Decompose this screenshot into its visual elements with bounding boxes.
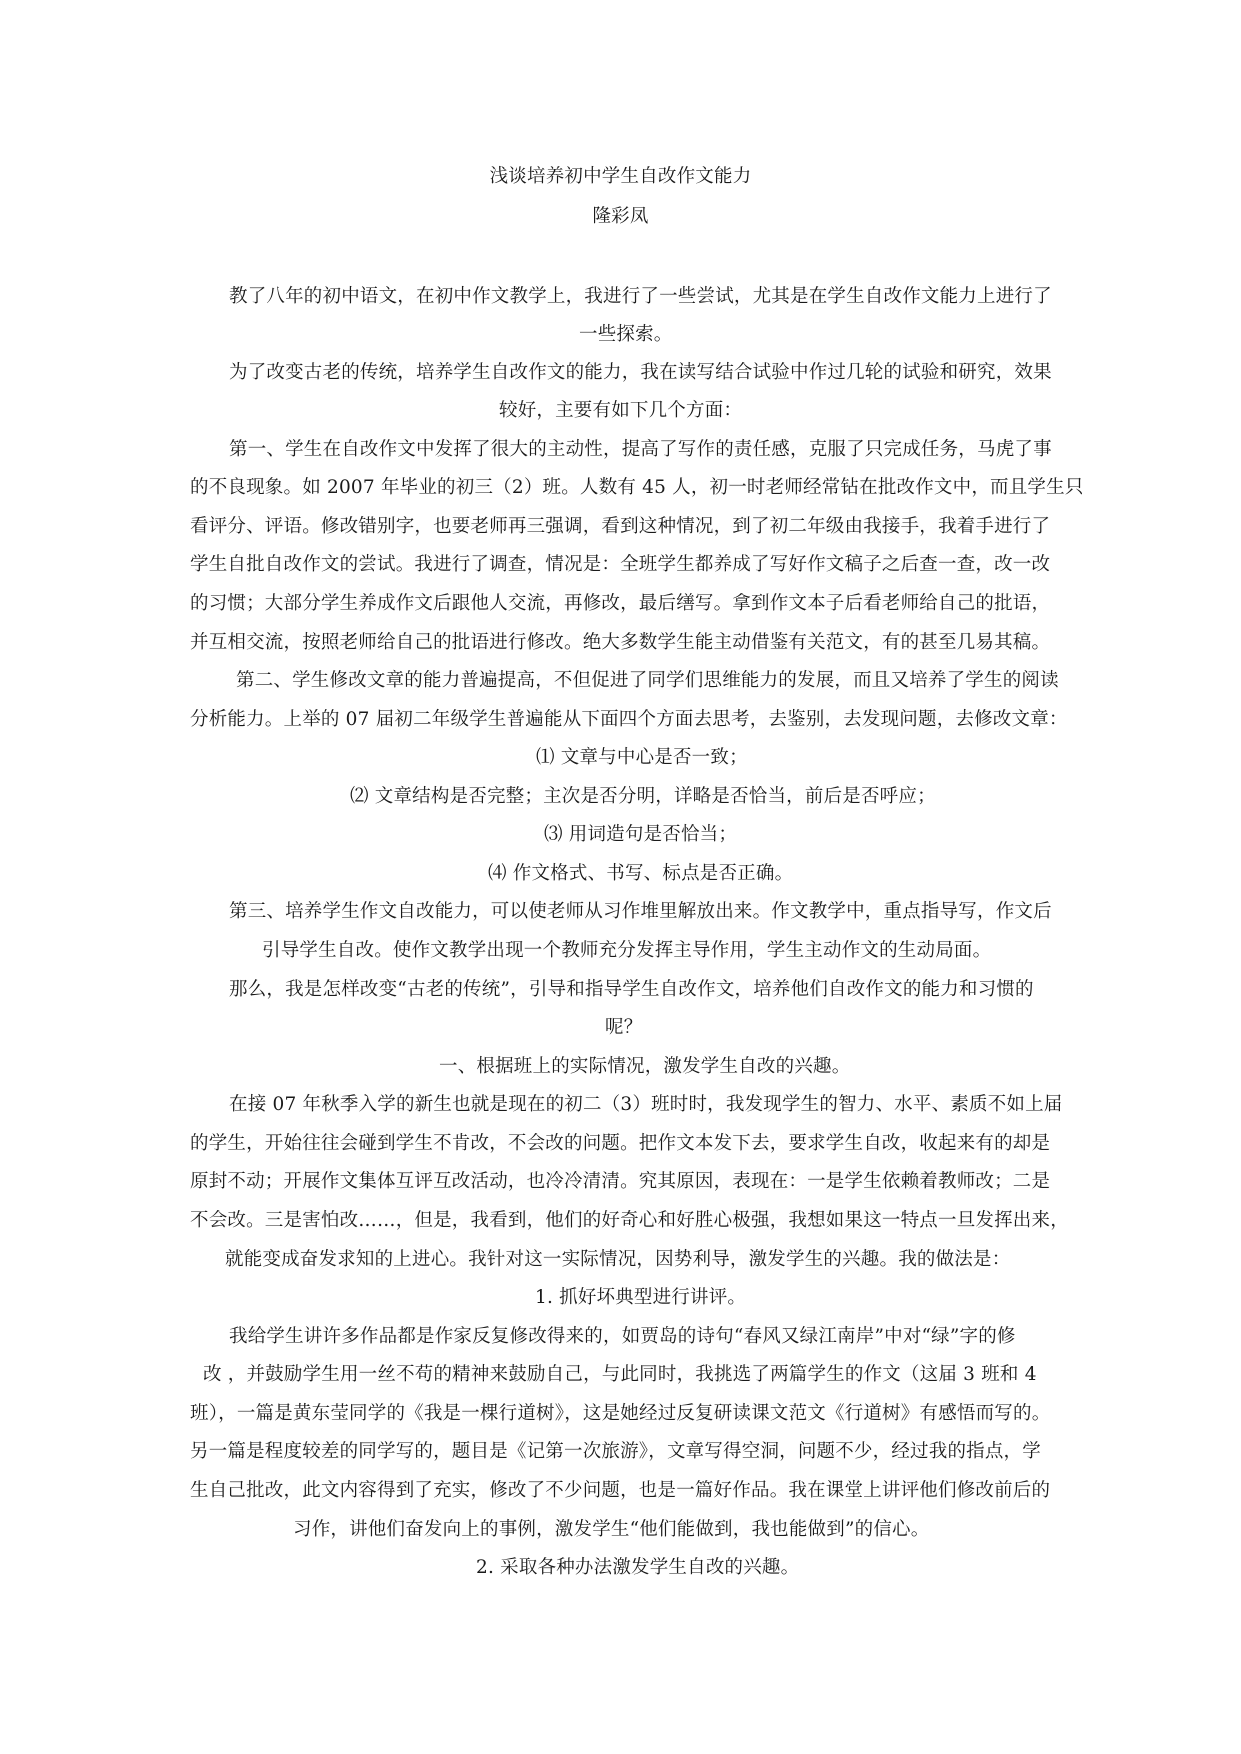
- text-line: 第三、培养学生作文自改能力，可以使老师从习作堆里解放出来。作文教学中，重点指导写，作文后: [229, 901, 1052, 922]
- document-author: 隆彩凤: [592, 206, 649, 227]
- text-line: ⑷ 作文格式、书写、标点是否正确。: [488, 863, 794, 884]
- text-line: 并互相交流，按照老师给自己的批语进行修改。绝大多数学生能主动借鉴有关范文，有的甚至几易其稿。: [190, 632, 1051, 653]
- text-line: 第二、学生修改文章的能力普遍提高，不但促进了同学们思维能力的发展，而且又培养了学生的阅读: [236, 670, 1059, 691]
- text-line: ⑶ 用词造句是否恰当；: [544, 824, 738, 845]
- text-line: 班），一篇是黄东莹同学的《我是一棵行道树》，这是她经过反复研读课文范文《行道树》有感悟而写的。: [190, 1403, 1051, 1424]
- text-line: ⑵ 文章结构是否完整；主次是否分明，详略是否恰当，前后是否呼应；: [350, 786, 936, 807]
- document-title: 浅谈培养初中学生自改作文能力: [489, 166, 752, 187]
- text-line: 在接 07 年秋季入学的新生也就是现在的初二（3）班时时，我发现学生的智力、水平、素质不如上届: [229, 1094, 1063, 1115]
- text-line: 较好，主要有如下几个方面：: [499, 400, 743, 421]
- text-line: 2. 采取各种办法激发学生自改的兴趣。: [476, 1557, 800, 1578]
- text-line: 的习惯；大部分学生养成作文后跟他人交流，再修改，最后缮写。拿到作文本子后看老师给自己的批语，: [190, 593, 1051, 614]
- text-line: 学生自批自改作文的尝试。我进行了调查，情况是：全班学生都养成了写好作文稿子之后查一查，改一改: [190, 554, 1051, 575]
- text-line: 引导学生自改。使作文教学出现一个教师充分发挥主导作用，学生主动作文的生动局面。: [262, 940, 992, 961]
- text-line: 生自己批改，此文内容得到了充实，修改了不少问题，也是一篇好作品。我在课堂上讲评他们修改前后的: [190, 1480, 1051, 1501]
- text-line: 我给学生讲许多作品都是作家反复修改得来的，如贾岛的诗句“春风又绿江南岸”中对“绿”字的修: [229, 1326, 1016, 1347]
- text-line: 不会改。三是害怕改……，但是，我看到，他们的好奇心和好胜心极强，我想如果这一特点一旦发挥出来，: [190, 1210, 1069, 1231]
- text-line: 一些探索。: [579, 324, 673, 345]
- text-line: 分析能力。上举的 07 届初二年级学生普遍能从下面四个方面去思考，去鉴别，去发现问题，去修改文章：: [190, 709, 1068, 730]
- text-line: 第一、学生在自改作文中发挥了很大的主动性，提高了写作的责任感，克服了只完成任务，马虎了事: [229, 439, 1052, 460]
- text-line: 看评分、评语。修改错别字，也要老师再三强调，看到这种情况，到了初二年级由我接手，我着手进行了: [190, 516, 1051, 537]
- text-line: 的学生，开始往往会碰到学生不肯改，不会改的问题。把作文本发下去，要求学生自改，收起来有的却是: [190, 1133, 1051, 1154]
- text-line: ⑴ 文章与中心是否一致；: [536, 747, 748, 768]
- text-line: 的不良现象。如 2007 年毕业的初三（2）班。人数有 45 人，初一时老师经常钻在批改作文中，而且学生只: [190, 477, 1084, 498]
- text-line: 另一篇是程度较差的同学写的，题目是《记第一次旅游》，文章写得空洞，问题不少，经过我的指点，学: [190, 1441, 1041, 1462]
- text-line: 那么，我是怎样改变“古老的传统”，引导和指导学生自改作文，培养他们自改作文的能力和习惯的: [229, 979, 1034, 1000]
- text-line: 就能变成奋发求知的上进心。我针对这一实际情况，因势利导，激发学生的兴趣。我的做法是：: [225, 1249, 1011, 1270]
- text-line: 1. 抓好坏典型进行讲评。: [535, 1287, 747, 1308]
- text-line: 呢？: [605, 1017, 643, 1038]
- text-line: 教了八年的初中语文，在初中作文教学上，我进行了一些尝试，尤其是在学生自改作文能力上进行了: [229, 286, 1052, 307]
- text-line: 为了改变古老的传统，培养学生自改作文的能力，我在读写结合试验中作过几轮的试验和研究，效果: [229, 362, 1052, 383]
- text-line: 一、根据班上的实际情况，激发学生自改的兴趣。: [439, 1056, 851, 1077]
- text-line: 习作，讲他们奋发向上的事例，激发学生“他们能做到，我也能做到”的信心。: [293, 1519, 930, 1540]
- text-line: 改 ，并鼓励学生用一丝不苟的精神来鼓励自己，与此同时，我挑选了两篇学生的作文（这届 3 班和 4: [203, 1364, 1037, 1385]
- text-line: 原封不动；开展作文集体互评互改活动，也冷冷清清。究其原因，表现在：一是学生依赖着教师改；二是: [190, 1171, 1051, 1192]
